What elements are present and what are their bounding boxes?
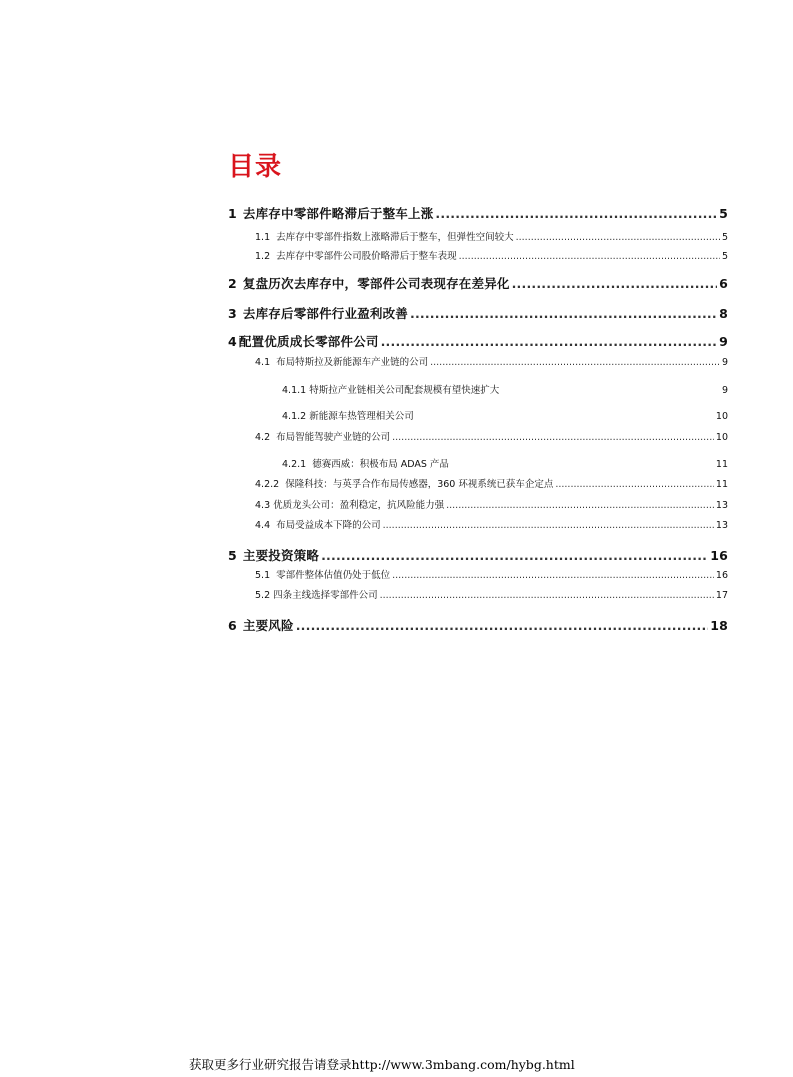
toc-entry-4-1-2[interactable] [282, 408, 728, 422]
dot-leader [430, 357, 720, 368]
dot-leader [383, 520, 714, 531]
dot-leader [516, 232, 720, 243]
toc-entry-text: 德赛西威：积极布局 ADAS 产品 [312, 459, 449, 470]
toc-entry-6[interactable] [228, 616, 728, 634]
toc-entry-4-3[interactable] [255, 497, 728, 511]
toc-entry-number: 1.2 [255, 251, 271, 262]
dot-leader [555, 479, 714, 490]
toc-entry-4-2[interactable] [255, 429, 728, 443]
toc-entry-1-1[interactable] [255, 229, 728, 243]
dot-leader [296, 618, 708, 633]
toc-entry-text: 主要投资策略 [242, 548, 320, 563]
toc-entry-5-1[interactable] [255, 567, 728, 581]
toc-entry-number: 4.2.2 [255, 479, 280, 490]
toc-entry-number: 3 [228, 306, 237, 321]
toc-entry-4-1-1[interactable] [282, 382, 728, 396]
toc-entry-1[interactable] [228, 204, 728, 222]
dot-leader [380, 590, 714, 601]
toc-entry-4[interactable] [228, 332, 728, 350]
toc-entry-number: 4.1 [255, 357, 271, 368]
toc-entry-text: 新能源车热管理相关公司 [309, 411, 414, 422]
toc-title: 目录 [228, 152, 283, 182]
toc-entry-4-2-1[interactable] [282, 456, 728, 470]
toc-entry-number: 4.2.1 [282, 459, 307, 470]
dot-leader [321, 548, 708, 563]
dot-leader [459, 251, 720, 262]
toc-entry-page: 11 [715, 479, 728, 490]
toc-entry-page: 17 [715, 590, 728, 601]
toc-entry-number: 5.2 [255, 590, 271, 601]
toc-entry-number: 5.1 [255, 570, 271, 581]
toc-entry-number: 5 [228, 548, 237, 563]
toc-entry-1-2[interactable] [255, 248, 728, 262]
toc-entry-5-2[interactable] [255, 587, 728, 601]
toc-entry-number: 1 [228, 206, 237, 221]
toc-entry-page: 6 [719, 276, 728, 291]
toc-entry-4-2-2[interactable] [255, 476, 728, 490]
toc-entry-number: 1.1 [255, 232, 271, 243]
toc-entry-text: 布局受益成本下降的公司 [276, 520, 381, 531]
toc-entry-page: 18 [710, 618, 728, 633]
toc-entry-text: 优质龙头公司：盈利稳定，抗风险能力强 [273, 500, 445, 511]
toc-entry-number: 2 [228, 276, 237, 291]
toc-entry-text: 复盘历次去库存中，零部件公司表现存在差异化 [242, 276, 510, 291]
footer-link[interactable]: 获取更多行业研究报告请登录http://www.3mbang.com/hybg.html [189, 1057, 575, 1072]
toc-entry-4-4[interactable] [255, 517, 728, 531]
toc-entry-text: 零部件整体估值仍处于低位 [276, 570, 391, 581]
dot-leader [435, 206, 717, 221]
toc-entry-number: 4.4 [255, 520, 271, 531]
dot-leader [446, 500, 714, 511]
toc-entry-number: 4.3 [255, 500, 271, 511]
toc-entry-text: 去库存后零部件行业盈利改善 [242, 306, 409, 321]
toc-entry-number: 6 [228, 618, 237, 633]
toc-entry-page: 5 [721, 251, 728, 262]
toc-entry-text: 保隆科技：与英孚合作布局传感器，360 环视系统已获车企定点 [285, 479, 554, 490]
toc-entry-number: 4.1.2 [282, 411, 307, 422]
toc-entry-page: 13 [715, 500, 728, 511]
toc-entry-text: 配置优质成长零部件公司 [238, 334, 379, 349]
toc-entry-page: 8 [719, 306, 728, 321]
dot-leader [392, 570, 714, 581]
toc-entry-page: 9 [721, 357, 728, 368]
toc-entry-2[interactable] [228, 274, 728, 292]
dot-leader [512, 276, 717, 291]
toc-entry-4-1[interactable] [255, 354, 728, 368]
toc-entry-page: 16 [710, 548, 728, 563]
toc-entry-page: 5 [721, 232, 728, 243]
toc-entry-page: 10 [715, 411, 728, 422]
toc-entry-text: 特斯拉产业链相关公司配套规模有望快速扩大 [309, 385, 500, 396]
toc-entry-page: 11 [715, 459, 728, 470]
dot-leader [381, 334, 717, 349]
dot-leader [392, 432, 714, 443]
toc-entry-text: 去库存中零部件公司股价略滞后于整车表现 [276, 251, 457, 262]
toc-entry-page: 13 [715, 520, 728, 531]
toc-entry-page: 5 [719, 206, 728, 221]
toc-entry-text: 布局智能驾驶产业链的公司 [276, 432, 391, 443]
toc-entry-text: 去库存中零部件略滞后于整车上涨 [242, 206, 434, 221]
toc-entry-number: 4.2 [255, 432, 271, 443]
toc-entry-5[interactable] [228, 546, 728, 564]
toc-entry-3[interactable] [228, 304, 728, 322]
toc-entry-page: 9 [721, 385, 728, 396]
toc-entry-number: 4 [228, 334, 237, 349]
toc-entry-text: 布局特斯拉及新能源车产业链的公司 [276, 357, 429, 368]
toc-entry-page: 16 [715, 570, 728, 581]
toc-entry-text: 去库存中零部件指数上涨略滞后于整车，但弹性空间较大 [276, 232, 514, 243]
toc-entry-text: 四条主线选择零部件公司 [273, 590, 378, 601]
toc-entry-number: 4.1.1 [282, 385, 307, 396]
toc-entry-text: 主要风险 [242, 618, 294, 633]
toc-entry-page: 10 [715, 432, 728, 443]
dot-leader [410, 306, 717, 321]
toc-entry-page: 9 [719, 334, 728, 349]
